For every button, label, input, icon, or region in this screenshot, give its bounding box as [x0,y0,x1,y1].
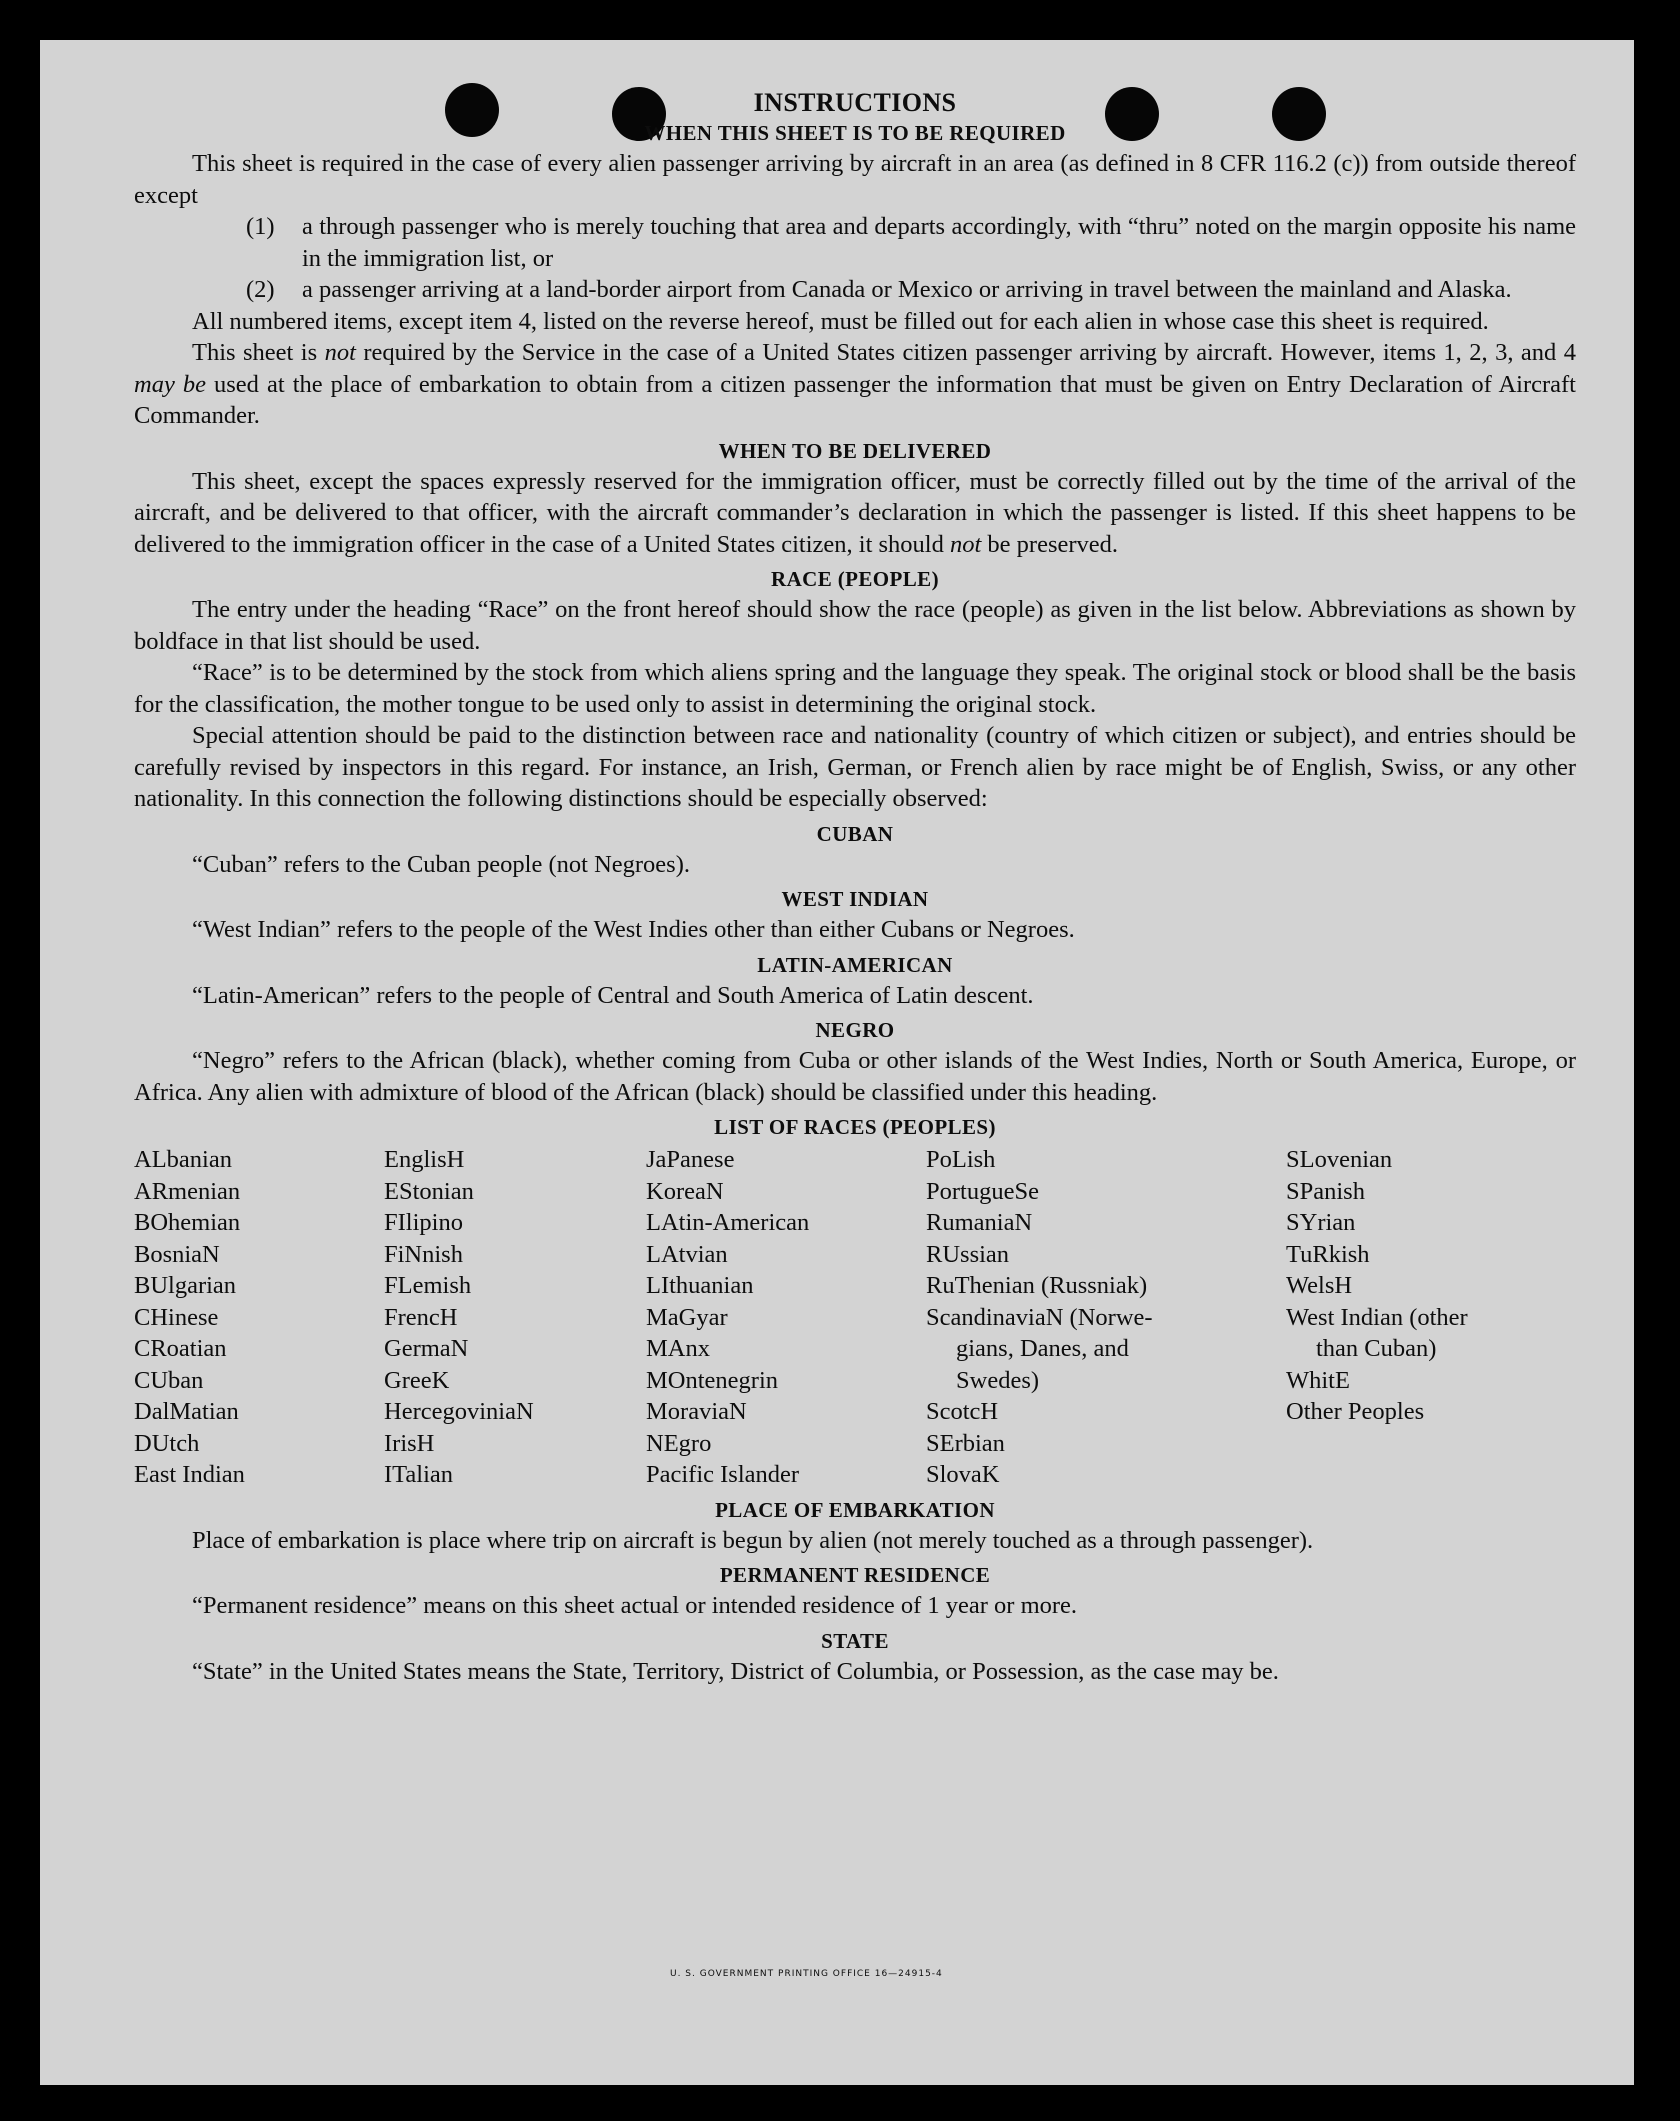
races-list [134,1144,1576,1491]
race-entry: BUlgarian [134,1272,237,1299]
document-page [40,40,1634,2085]
race-entry: BOhemian [134,1209,241,1236]
race-entry: FLemish [384,1272,472,1299]
race-entry: DalMatian [134,1398,239,1425]
race-entry: gians, Danes, and [956,1335,1129,1362]
paragraph: “Latin-American” refers to the people of Central and South America of Latin descent. [192,981,1034,1009]
section-heading-cuban: CUBAN [816,821,894,846]
race-entry: ARmenian [134,1177,241,1205]
race-entry: HercegoviniaN [384,1398,534,1425]
paragraph: This sheet is not required by the Service in the case of a United States citizen passenger arriving by aircraft. However, items 1, 2, 3, and 4 may be used at the place of embarkation to obtain from a citizen passenger the information that must be given on Entry Declaration of Aircraft Commander. [134,339,1576,429]
race-entry: SlovaK [926,1461,1000,1488]
paragraph: Place of embarkation is place where trip on aircraft is begun by alien (not merely touched as a through passenger). [192,1526,1314,1554]
race-entry: WelsH [1286,1272,1353,1299]
race-entry: EnglisH [384,1146,465,1173]
race-entry: PortugueSe [926,1177,1039,1205]
race-entry: KoreaN [646,1177,724,1205]
race-entry: IrisH [384,1429,435,1457]
page-title: INSTRUCTIONS [753,88,957,117]
race-entry: RuThenian (Russniak) [926,1272,1148,1299]
races-column-2 [384,1144,646,1491]
race-entry: LAtvian [646,1240,728,1268]
paragraph: This sheet is required in the case of every alien passenger arriving by aircraft in an area (as defined in 8 CFR 116.2 (c)) from outside thereof except [134,150,1576,209]
race-entry: GermaN [384,1335,469,1362]
race-entry: GreeK [384,1366,450,1394]
race-entry: MAnx [646,1335,710,1362]
race-entry: West Indian (other [1286,1303,1468,1331]
item-number: (2) [246,276,275,303]
race-entry: CUban [134,1366,204,1394]
paragraph: The entry under the heading “Race” on the front hereof should show the race (people) as given in the list below. Abbreviations as shown by boldface in that list should be used. [134,596,1576,655]
race-entry: CRoatian [134,1335,227,1362]
race-entry: PoLish [926,1146,996,1173]
section-heading-required: WHEN THIS SHEET IS TO BE REQUIRED [644,121,1066,145]
race-entry: ALbanian [134,1146,232,1173]
races-column-3 [646,1144,926,1491]
race-entry: LAtin-American [646,1209,810,1236]
paragraph: Special attention should be paid to the distinction between race and nationality (country of which citizen or subject), and entries should be carefully revised by inspectors in this regard. For instance, an Irish, German, or French alien by race might be of English, Swiss, or any other nationality. In this connection the following distinctions should be especially observed: [134,722,1576,812]
section-heading-list-of-races: LIST OF RACES (PEOPLES) [714,1115,996,1139]
item-text: a through passenger who is merely touching that area and departs accordingly, with “thru” noted on the margin opposite his name in the immigration list, or [302,213,1576,272]
race-entry: WhitE [1286,1366,1350,1394]
section-heading-west-indian: WEST INDIAN [781,887,929,911]
race-entry: DUtch [134,1429,200,1457]
item-text: a passenger arriving at a land-border airport from Canada or Mexico or arriving in travel between the mainland and Alaska. [302,276,1512,303]
paragraph: “West Indian” refers to the people of the West Indies other than either Cubans or Negroes. [192,916,1075,943]
races-column-5 [1286,1144,1576,1491]
section-heading-residence: PERMANENT RESIDENCE [719,1563,991,1587]
race-entry: East Indian [134,1461,245,1488]
race-entry: MOntenegrin [646,1366,778,1394]
paragraph: “Permanent residence” means on this sheet actual or intended residence of 1 year or more. [192,1592,1078,1619]
section-heading-latin-american: LATIN-AMERICAN [757,952,953,977]
race-entry: TuRkish [1286,1240,1370,1268]
races-column-1 [134,1144,384,1491]
paragraph: This sheet, except the spaces expressly reserved for the immigration officer, must be correctly filled out by the time of the arrival of the aircraft, and be delivered to that officer, with the aircraft commander’s declaration in which the passenger is listed. If this sheet happens to be delivered to the immigration officer in the case of a United States citizen, it should not be preserved. [134,467,1576,558]
race-entry: CHinese [134,1303,219,1331]
paragraph: “Cuban” refers to the Cuban people (not Negroes). [192,850,690,878]
race-entry: RumaniaN [926,1209,1033,1236]
section-heading-embarkation: PLACE OF EMBARKATION [715,1497,995,1522]
race-entry: FrencH [384,1303,458,1331]
paragraph: “Race” is to be determined by the stock from which aliens spring and the language they speak. The original stock or blood shall be the basis for the classification, the mother tongue to be used only to assist in determining the original stock. [134,659,1576,718]
race-entry: EStonian [384,1177,474,1205]
race-entry: ITalian [384,1461,454,1488]
item-number: (1) [246,213,275,240]
race-entry: NEgro [646,1429,712,1457]
race-entry: FiNnish [384,1240,463,1268]
race-entry: ScandinaviaN (Norwe- [926,1303,1153,1331]
race-entry: RUssian [926,1240,1010,1268]
race-entry: SYrian [1286,1209,1356,1236]
race-entry: than Cuban) [1316,1335,1437,1362]
printer-imprint: U. S. GOVERNMENT PRINTING OFFICE 16—24915-4 [670,1969,943,1979]
race-entry: BosniaN [134,1240,220,1268]
paragraph: All numbered items, except item 4, listed on the reverse hereof, must be filled out for each alien in whose case this sheet is required. [192,307,1489,335]
race-entry: SErbian [926,1429,1005,1457]
races-column-4 [926,1144,1286,1491]
section-heading-delivered: WHEN TO BE DELIVERED [718,438,992,463]
race-entry: Swedes) [956,1366,1040,1394]
race-entry: MoraviaN [646,1398,747,1425]
section-heading-race: RACE (PEOPLE) [771,567,939,591]
race-entry: SLovenian [1286,1146,1393,1173]
list-item [134,274,1576,306]
section-heading-state: STATE [821,1628,889,1653]
race-entry: Other Peoples [1286,1398,1425,1425]
race-entry: ScotcH [926,1398,999,1425]
race-entry: SPanish [1286,1177,1365,1205]
instructions-text [134,86,1576,1687]
race-entry: Pacific Islander [646,1461,800,1488]
race-entry: LIthuanian [646,1272,754,1299]
list-item [134,211,1576,274]
race-entry: FIlipino [384,1209,463,1236]
section-heading-negro: NEGRO [815,1018,895,1042]
race-entry: JaPanese [646,1146,735,1173]
paragraph: “Negro” refers to the African (black), whether coming from Cuba or other islands of the West Indies, North or South America, Europe, or Africa. Any alien with admixture of blood of the African (black) should be classified under this heading. [134,1047,1576,1106]
race-entry: MaGyar [646,1303,728,1331]
paragraph: “State” in the United States means the State, Territory, District of Columbia, or Possession, as the case may be. [192,1657,1279,1685]
